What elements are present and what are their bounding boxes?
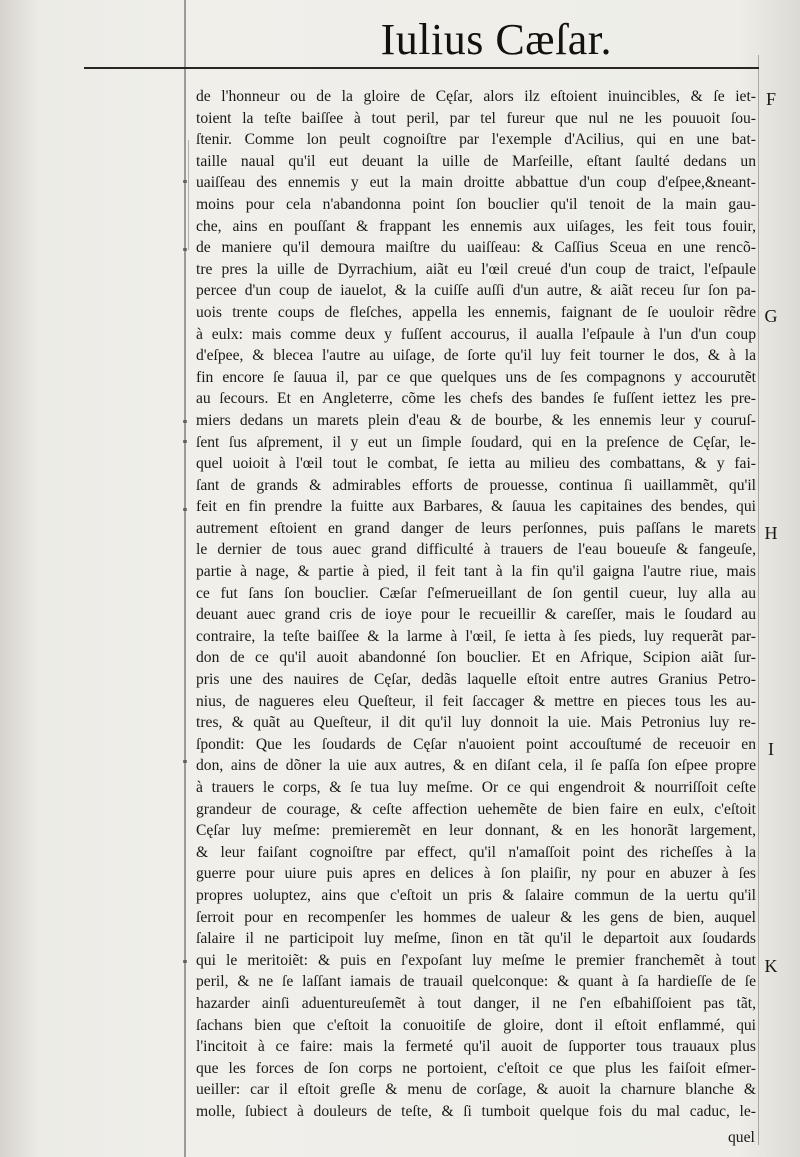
- text-line: ſent ſus aſprement, il y eut un ſimple ſoudard, qui en la preſence de Cęſar, le-: [196, 433, 756, 451]
- text-line: pris une des nauires de Cęſar, dedãs laquelle eſtoit entre autres Granius Petro-: [196, 671, 756, 689]
- margin-marker: F: [765, 89, 776, 109]
- margin-marker: G: [764, 306, 778, 326]
- text-line: quel uoioit à l'œil tout le combat, ſe ietta au milieu des combattans, & y fai-: [196, 455, 756, 473]
- margin-marker: I: [768, 739, 774, 759]
- text-line: moins pour cela n'abandonna point ſon bouclier qu'il tenoit de la main gau-: [196, 195, 756, 213]
- text-line: ſachans bien que c'eſtoit la conuoitiſe de gloire, dont il eſtoit enflammé, qui: [196, 1016, 756, 1034]
- margin-marker: K: [764, 956, 778, 976]
- text-line: peril, & ne ſe laſſant iamais de trauail quelconque: & quant à ſa hardieſſe de ſe: [196, 973, 756, 991]
- gutter-tick: [183, 508, 187, 511]
- text-line: nius, de nagueres eleu Queſteur, il feit ſaccager & mettre en pieces tous les au-: [196, 692, 756, 710]
- text-line: feit en fin prendre la fuitte aux Barbares, & ſauua les capitaines des bendes, qui: [196, 498, 756, 516]
- gutter-shadow: [188, 140, 189, 250]
- text-line: tres, & quãt au Queſteur, il dit qu'il luy donnoit la uie. Mais Petronius luy re-: [196, 714, 756, 732]
- gutter-tick: [183, 960, 187, 963]
- text-line: hazarder ainſi aduentureuſemẽt à tout danger, il ne ſ'en eſbahiſſoient pas tãt,: [196, 994, 756, 1012]
- header-rule: [84, 67, 759, 69]
- text-line: de l'honneur ou de la gloire de Cęſar, alors ilz eſtoient inuincibles, & ſe iet-: [196, 88, 756, 105]
- gutter-tick: [183, 440, 187, 443]
- text-line: percee d'un coup de iauelot, & la cuiſſe auſſi d'un autre, & aiãt receu ſur ſon pa-: [196, 282, 756, 300]
- text-line: toient la teſte baiſſee à tout peril, par tel fureur que nul ne les pouuoit ſou-: [196, 109, 756, 127]
- text-line: à eulx: mais comme deux y fuſſent accourus, il aualla l'eſpaule à l'un d'un coup: [196, 325, 756, 343]
- text-line: grandeur de courage, & ceſte affection uehemẽte de bien faire en eulx, c'eſtoit: [196, 800, 756, 818]
- page-header: [0, 0, 800, 75]
- text-line: contraire, la teſte baiſſee & la larme à l'œil, ſe ietta à ſes pieds, luy requerãt par-: [196, 627, 756, 645]
- gutter-tick: [183, 180, 187, 183]
- text-line: & leur faiſant cognoiſtre par effect, qu'il n'amaſſoit point des richeſſes à la: [196, 843, 756, 861]
- text-line: qui le meritoiẽt: & puis en ſ'expoſant luy meſme le premier franchemẽt à tout: [196, 951, 756, 969]
- text-line: au ſecours. Et en Angleterre, cõme les chefs des bandes ſe fuſſent iettez les pre-: [196, 390, 756, 408]
- text-line: ce fut ſans ſon bouclier. Cæſar ſ'eſmerueillant de ſon gentil cueur, luy alla au: [196, 584, 756, 602]
- text-line: à trauers le corps, & ſe tua luy meſme. Or ce qui engendroit & nourriſſoit ceſte: [196, 779, 756, 796]
- text-line: fin encore ſe ſauua il, par ce que quelques uns de ſes compagnons y accourutẽt: [196, 368, 756, 386]
- text-line: de maniere qu'il demoura maiſtre du uaiſſeau: & Caſſius Sceua en une rencõ-: [196, 239, 756, 257]
- right-margin-rule: [758, 55, 759, 1145]
- body-text: [196, 86, 756, 1123]
- text-line: l'incitoit à ce faire: mais la fermeté qu'il auoit de ſupporter tous trauaux plus: [196, 1038, 756, 1056]
- text-line: ſalaire il ne participoit luy meſme, ſinon en tãt qu'il le departoit aux ſoudards: [196, 930, 756, 948]
- text-line: guerre pour uiure puis apres en delices à ſon plaiſir, ny pour en abuzer à ſes: [196, 865, 756, 883]
- text-line: propres uoluptez, ains que c'eſtoit un pris & ſalaire commun de la uertu qu'il: [196, 886, 756, 904]
- gutter-tick: [183, 420, 187, 423]
- text-line: ueiller: car il eſtoit greſle & menu de corſage, & auoit la charnure blanche &: [196, 1081, 756, 1099]
- text-line: autrement eſtoient en grand danger de leurs perſonnes, puis paſſans le marets: [196, 519, 756, 537]
- text-line: partie à nage, & partie à pied, il feit tant à la fin qu'il gaigna l'autre riue, mais: [196, 563, 756, 581]
- text-line: ſtenir. Comme lon peult cognoiſtre par l'exemple d'Acilius, qui en une bat-: [196, 131, 756, 149]
- text-line: don, ains de dõner la uie aux autres, & en diſant cela, il ſe paſſa ſon eſpee propre: [196, 757, 756, 775]
- text-line: ſerroit pour en recompenſer les hommes de ualeur & les gens de bien, auquel: [196, 908, 756, 926]
- text-line: deuant auec grand cris de ioye pour le recueillir & careſſer, mais le ſoudard au: [196, 606, 756, 624]
- text-line: le dernier de tous auec grand difficulté à trauers de l'eau boueuſe & fangeuſe,: [196, 541, 756, 559]
- catchword: quel: [728, 1129, 755, 1146]
- text-line: ſpondit: Que les ſoudards de Cęſar n'auoient point accouſtumé de receuoir en: [196, 735, 756, 753]
- text-line: ſant de grands & admirables efforts de prouesse, continua ſi uaillammẽt, qu'il: [196, 476, 756, 494]
- text-line: que les forces de ſon corps ne portoient, c'eſtoit ce que plus les faiſoit eſmer-: [196, 1059, 756, 1077]
- margin-marker: H: [764, 523, 778, 543]
- text-line: Cęſar luy meſme: premieremẽt en leur donnant, & en les honorãt largement,: [196, 822, 756, 840]
- text-line: taille naual qu'il eut deuant la uille de Marſeille, eſtant ſaulté dedans un: [196, 152, 756, 170]
- gutter-tick: [183, 248, 187, 251]
- text-line: molle, ſubiect à douleurs de teſte, & ſi tumboit quelque fois du mal caduc, le-: [196, 1102, 756, 1120]
- text-line: uaiſſeau des ennemis y eut la main droitte abbattue d'un coup d'eſpee,&neant-: [196, 174, 756, 192]
- text-line: d'eſpee, & blecea l'autre au uiſage, de ſorte qu'il luy feit tourner le dos, & à la: [196, 347, 756, 365]
- gutter-binding-edge: [184, 0, 186, 1157]
- text-line: che, ains en pouſſant & frappant les ennemis aux uiſages, les feit tous fouir,: [196, 217, 756, 235]
- gutter-tick: [183, 760, 187, 763]
- text-line: uois trente coups de fleſches, appella les ennemis, faignant de ſe uouloir rẽdre: [196, 303, 756, 321]
- running-title: Iulius Cæſar.: [380, 15, 612, 64]
- text-line: don de ce qu'il auoit abandonné ſon bouclier. Et en Afrique, Scipion aiãt ſur-: [196, 649, 756, 667]
- text-line: tre pres la uille de Dyrrachium, aiãt eu l'œil creué d'un coup de traict, l'eſpaule: [196, 260, 756, 278]
- text-line: miers dedans un marets plein d'eau & de bourbe, & les ennemis leur y couruſ-: [196, 411, 756, 429]
